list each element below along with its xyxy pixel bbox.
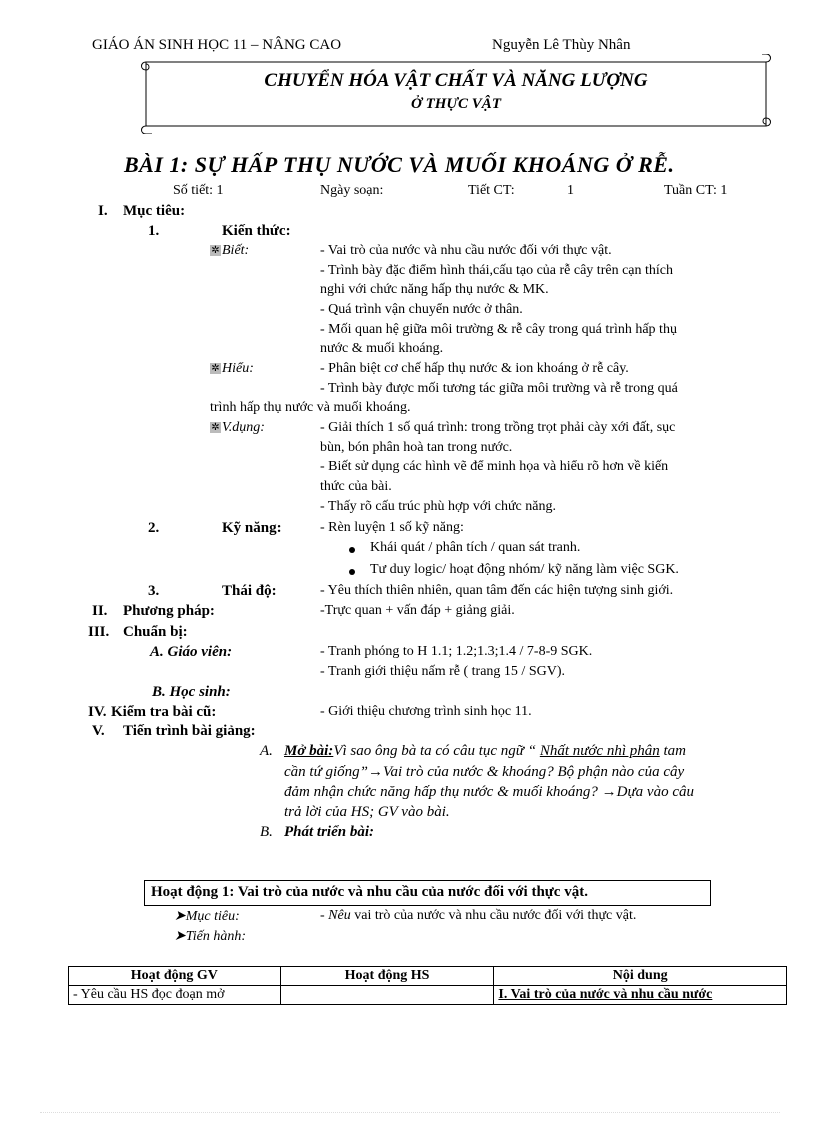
mo-bai-line-1: cần tứ giống”→Vai trò của nước & khoáng? Bộ phận nào của cây [284,764,685,780]
s3-title: Chuẩn bị: [123,624,188,640]
biet-line-0: - Vai trò của nước và nhu cầu nước đối với thực vật. [320,243,612,258]
kn-num: 2. [148,520,160,536]
header-right: Nguyễn Lê Thùy Nhân [492,37,631,53]
s2-text: -Trực quan + vấn đáp + giảng giải. [320,603,515,618]
tiet-ct-value: 1 [567,183,574,198]
so-tiet: Số tiết: 1 [173,183,224,198]
gv-title: A. Giáo viên: [150,644,233,660]
bullet-icon [349,569,355,575]
td-num: 3. [148,583,160,599]
vdung-label-text: V.dụng: [222,420,265,435]
biet-label [210,243,249,259]
kn-bullet-0: Khái quát / phân tích / quan sát tranh. [370,540,581,555]
s1-title: Mục tiêu: [123,203,186,219]
bullet-icon [349,547,355,553]
arrow-icon: ➤ [174,929,186,944]
th-hs: Hoạt động HS [280,967,494,986]
title-banner [138,54,774,134]
muc-tieu-text: Mục tiêu: [185,909,240,924]
flower-icon: ✲ [211,363,220,375]
b-label: B. [260,824,273,840]
biet-label-text: Biết: [222,243,250,258]
s2-num: II. [92,603,108,619]
mo-bai-post: tam [659,743,686,759]
muc-tieu-rest: vai trò của nước và nhu cầu nước đối với thực vật. [350,908,637,923]
ngay-soan: Ngày soạn: [320,183,384,198]
td-title: Thái độ: [222,583,277,599]
cell-noi-dung: I. Vai trò của nước và nhu cầu nước [494,986,787,1005]
page-divider [40,1112,780,1113]
tiet-ct-label: Tiết CT: [468,183,515,198]
vdung-line-3: thức của bài. [320,479,392,494]
muc-tieu-label [174,908,240,925]
hieu-line-0: - Phân biệt cơ chế hấp thụ nước & ion khoáng ở rễ cây. [320,361,629,376]
cell-gv: - Yêu cầu HS đọc đoạn mở [69,986,281,1005]
hieu-label [210,361,254,377]
scroll-frame [138,54,774,134]
vdung-line-1: bùn, bón phân hoà tan trong nước. [320,440,513,455]
s4-title: Kiểm tra bài cũ: [111,704,217,720]
biet-line-1: - Trình bày đặc điểm hình thái,cấu tạo của rễ cây trên cạn thích [320,263,673,278]
cell-hs [280,986,494,1005]
phat-trien-title: Phát triển bài: [284,824,375,840]
kn-intro: - Rèn luyện 1 số kỹ năng: [320,520,464,535]
biet-line-3: - Quá trình vận chuyển nước ở thân. [320,302,523,317]
s5-num: V. [92,723,105,739]
kn-bullet-1: Tư duy logic/ hoạt động nhóm/ kỹ năng làm việc SGK. [370,562,679,577]
banner-title: CHUYỂN HÓA VẬT CHẤT VÀ NĂNG LƯỢNG [264,70,648,91]
s4-text: - Giới thiệu chương trình sinh học 11. [320,704,532,719]
s2-title: Phương pháp: [123,603,215,619]
tien-hanh-label [174,928,246,945]
header-left: GIÁO ÁN SINH HỌC 11 – NÂNG CAO [92,37,342,53]
vdung-line-4: - Thấy rõ cấu trúc phù hợp với chức năng. [320,499,556,514]
tien-hanh-text: Tiến hành: [185,929,247,944]
hieu-line-2: trình hấp thụ nước và muối khoáng. [210,400,411,415]
hieu-label-text: Hiểu: [222,361,254,376]
hs-title: B. Học sinh: [152,684,231,700]
k-num: 1. [148,223,160,239]
vdung-label [210,420,265,436]
muc-tieu-dash: - [320,908,329,923]
biet-line-2: nghi với chức năng hấp thụ nước & MK. [320,282,549,297]
s3-num: III. [88,624,110,640]
s4-num: IV. [88,704,107,720]
tuc-ngu: Nhất nước nhì phân [539,743,660,759]
tuan-ct: Tuần CT: 1 [664,183,728,198]
table-header-row [69,967,787,986]
biet-line-5: nước & muối khoáng. [320,341,444,356]
hieu-line-1: - Trình bày được mối tương tác giữa môi trường và rễ trong quá [320,381,678,396]
s5-title: Tiến trình bài giảng: [123,723,256,739]
th-noi-dung: Nội dung [494,967,787,986]
s1-num: I. [98,203,108,219]
mo-bai-line-3: trả lời của HS; GV vào bài. [284,804,450,820]
arrow-icon: ➤ [174,909,186,924]
vdung-line-2: - Biết sử dụng các hình vẽ để minh họa và hiểu rõ hơn về kiến [320,459,669,474]
flower-icon: ✲ [211,422,220,434]
vdung-line-0: - Giải thích 1 số quá trình: trong trồng trọt phải cày xới đất, sục [320,420,676,435]
mo-bai-pre: Vì sao ông bà ta có câu tục ngữ “ [333,743,540,759]
a-label: A. [260,743,273,759]
flower-icon: ✲ [211,245,220,257]
gv-line-1: - Tranh giới thiệu nấm rễ ( trang 15 / SGV). [320,664,565,679]
activity-table [68,966,787,1005]
th-gv: Hoạt động GV [69,967,281,986]
hd1-box [144,880,711,906]
mo-bai-line-2: đảm nhận chức năng hấp thụ nước & muối khoáng? →Dựa vào câu [284,784,694,800]
kn-title: Kỹ năng: [222,520,282,536]
k-title: Kiến thức: [222,223,291,239]
biet-line-4: - Mối quan hệ giữa môi trường & rễ cây trong quá trình hấp thụ [320,322,677,337]
mo-bai-line-0 [284,743,686,760]
muc-tieu-content [320,908,636,924]
hd1-title: Hoạt động 1: Vai trò của nước và nhu cầu của nước đối với thực vật. [151,884,588,900]
muc-tieu-verb: Nêu [328,908,351,923]
gv-line-0: - Tranh phóng to H 1.1; 1.2;1.3;1.4 / 7-8-9 SGK. [320,644,593,659]
td-text: - Yêu thích thiên nhiên, quan tâm đến các hiện tượng sinh giới. [320,583,674,598]
mo-bai-title: Mở bài: [284,743,334,759]
table-row [69,986,787,1005]
lesson-title: BÀI 1: SỰ HẤP THỤ NƯỚC VÀ MUỐI KHOÁNG Ở RỄ. [124,152,675,177]
banner-subtitle: Ở THỰC VẬT [411,96,501,112]
